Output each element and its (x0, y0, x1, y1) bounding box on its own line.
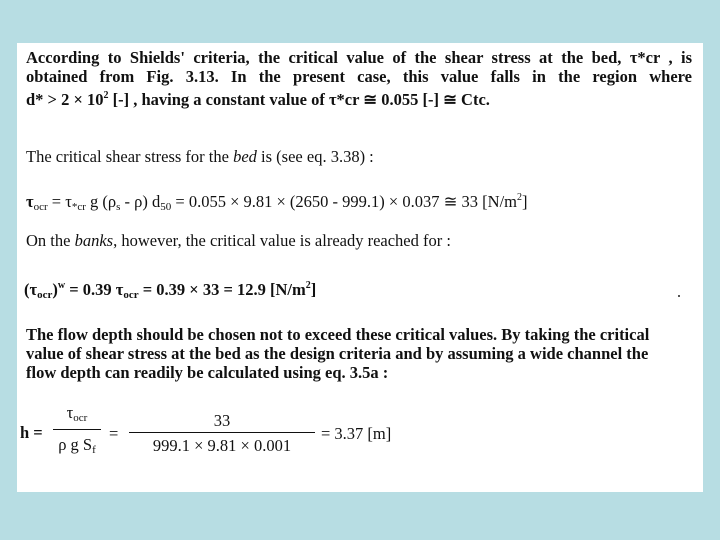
equation-fragment: - ρ) d (120, 192, 161, 211)
equation-fragment: = τ (47, 192, 72, 211)
text-fragment: The critical shear stress for the (26, 147, 234, 166)
paragraph-line: The flow depth should be chosen not to exceed these critical values. By taking the critical (26, 325, 650, 344)
equation-lhs: h = (20, 423, 43, 442)
subscript: *cr (71, 201, 86, 213)
superscript: 2 (103, 90, 109, 101)
fraction-numerator: 33 (213, 411, 231, 430)
fraction-denominator (53, 435, 101, 460)
paragraph-line: flow depth can readily be calculated using eq. 3.5a : (26, 363, 389, 382)
emphasis-banks: banks (74, 231, 114, 250)
paragraph-banks (26, 231, 451, 250)
equation-fragment: ] (310, 280, 317, 299)
superscript: 2 (305, 280, 311, 291)
fraction-numeric (129, 411, 315, 467)
emphasis-bed: bed (233, 147, 257, 166)
symbol-tau: τ (26, 192, 34, 211)
equals-sign: = (109, 424, 119, 443)
subscript: ocr (73, 412, 88, 424)
subscript: f (92, 444, 96, 456)
stray-mark (678, 295, 680, 297)
equation-fragment: g (ρ (85, 192, 117, 211)
equation-fragment: (τ (24, 280, 38, 299)
paragraph-line (26, 86, 692, 109)
paragraph-flow-depth (26, 325, 649, 382)
document-page (17, 43, 703, 492)
paragraph-line: value of shear stress at the bed as the design criteria and by assuming a wide channel the (26, 344, 649, 363)
paragraph-line: According to Shields' criteria, the critical value of the shear stress at the bed, τ*cr , is (26, 48, 692, 67)
text-fragment: On the (26, 231, 75, 250)
subscript: ocr (33, 201, 48, 213)
subscript: ocr (37, 289, 53, 301)
fraction-bar (53, 429, 101, 430)
equation-bank-critical-stress (24, 276, 316, 305)
paragraph-line: obtained from Fig. 3.13. In the present case, this value falls in the region where (26, 67, 692, 86)
equation-fragment: ) (52, 280, 58, 299)
equation-fragment: = 0.39 × 33 = 12.9 [N/m (138, 280, 306, 299)
fraction-bar (129, 432, 315, 433)
text-fragment: is (see eq. 3.38) : (256, 147, 374, 166)
superscript: 2 (517, 192, 523, 203)
text-fragment: [-] , having a constant value of τ*cr ≅ 0.055 [-] ≅ Ctc. (108, 90, 490, 109)
superscript: w (57, 280, 66, 291)
equation-fragment: = 0.39 τ (65, 280, 124, 299)
text-fragment: , however, the critical value is already reached for : (113, 231, 451, 250)
subscript: 50 (160, 201, 172, 213)
symbol-tau: τ (66, 403, 74, 422)
subscript: ocr (123, 289, 139, 301)
text-fragment: d* > 2 × 10 (26, 90, 104, 109)
fraction-tau-over-rho-g-s (53, 403, 101, 463)
fraction-numerator (53, 403, 101, 428)
equation-result: = 3.37 [m] (321, 424, 392, 443)
equation-bed-critical-stress (26, 188, 528, 217)
fraction-denominator: 999.1 × 9.81 × 0.001 (152, 436, 292, 455)
paragraph-bed-stress (26, 147, 374, 166)
subscript: s (116, 201, 121, 213)
paragraph-shields-criteria (26, 48, 692, 109)
equation-fragment: = 0.055 × 9.81 × (2650 - 999.1) × 0.037 ≅ 33 [N/m (171, 192, 518, 211)
denominator-text: ρ g S (58, 435, 93, 454)
equation-fragment: ] (522, 192, 528, 211)
